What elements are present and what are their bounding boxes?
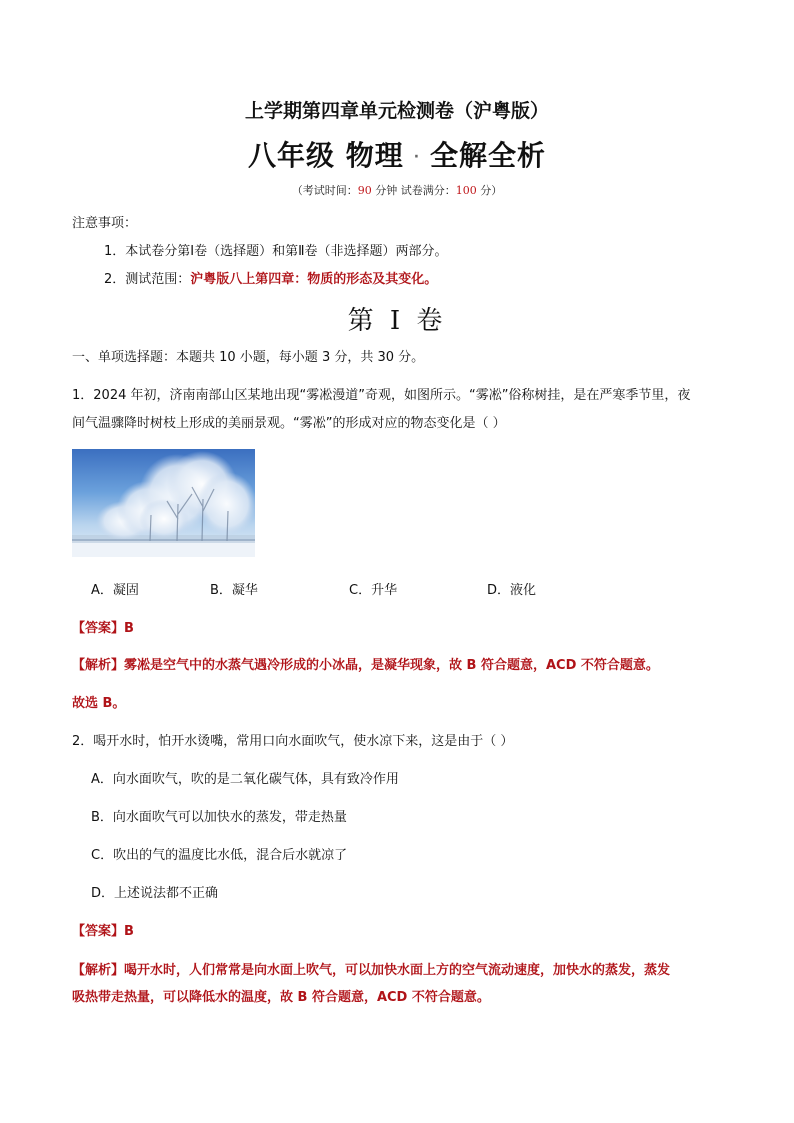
notice-item-2-prefix: 2．测试范围： [104,272,191,287]
section-heading: 一、单项选择题：本题共 10 小题，每小题 3 分，共 30 分。 [72,350,425,365]
q1-option-a[interactable]: A．凝固 [91,583,139,598]
title-left: 八年级 物理 [247,139,404,172]
q2-option-c[interactable]: C．吹出的气的温度比水低，混合后水就凉了 [91,848,348,863]
info-prefix: （考试时间： [291,184,358,197]
q2-answer: 【答案】B [72,924,134,939]
rime-trees-photo [72,449,255,557]
q1-conclusion: 故选 B。 [72,696,126,711]
title-dot: · [413,149,421,165]
q1-option-c[interactable]: C．升华 [349,583,398,598]
exam-score: 100 [455,184,477,197]
q2-analysis-line-2: 吸热带走热量，可以降低水的温度，故 B 符合题意，ACD 不符合题意。 [72,990,490,1005]
title-right: 全解全析 [430,139,547,172]
notice-item-1: 1．本试卷分第Ⅰ卷（选择题）和第Ⅱ卷（非选择题）两部分。 [104,244,448,259]
notice-item-2 [104,268,437,287]
q2-analysis-text-1: 喝开水时，人们常常是向水面上吹气，可以加快水面上方的空气流动速度，加快水的蒸发，蒸发 [124,963,671,978]
q2-stem: 2．喝开水时，怕开水烫嘴，常用口向水面吹气，使水凉下来，这是由于（ ） [72,734,514,749]
q2-analysis-label: 【解析】 [72,963,125,978]
exam-info [0,182,794,198]
exam-title [0,134,794,174]
q2-analysis-line-1 [72,959,670,978]
q1-stem-line-2: 间气温骤降时树枝上形成的美丽景观。“雾凇”的形成对应的物态变化是（ ） [72,416,506,431]
exam-time: 90 [357,184,372,197]
test-scope: 沪粤版八上第四章：物质的形态及其变化。 [190,272,438,287]
q1-analysis-label: 【解析】 [72,658,125,673]
q1-answer: 【答案】B [72,621,134,636]
q1-analysis [72,654,659,673]
info-suffix: 分） [476,184,503,197]
q2-option-a[interactable]: A．向水面吹气，吹的是二氧化碳气体，具有致冷作用 [91,772,399,787]
notice-heading: 注意事项： [72,216,138,231]
volume-title: 第 I 卷 [347,306,447,336]
q1-option-b[interactable]: B．凝华 [210,583,258,598]
info-middle: 分钟 试卷满分： [371,184,456,197]
q2-option-b[interactable]: B．向水面吹气可以加快水的蒸发，带走热量 [91,810,347,825]
q1-analysis-text: 雾凇是空气中的水蒸气遇冷形成的小冰晶，是凝华现象，故 B 符合题意，ACD 不符合题意。 [124,658,659,673]
exam-subtitle: 上学期第四章单元检测卷（沪粤版） [244,100,549,122]
q1-stem-line-1: 1．2024 年初，济南南部山区某地出现“雾凇漫道”奇观，如图所示。“雾凇”俗称树挂，是在严寒季节里，夜 [72,388,691,403]
q1-option-d[interactable]: D．液化 [487,583,537,598]
q2-option-d[interactable]: D．上述说法都不正确 [91,886,219,901]
